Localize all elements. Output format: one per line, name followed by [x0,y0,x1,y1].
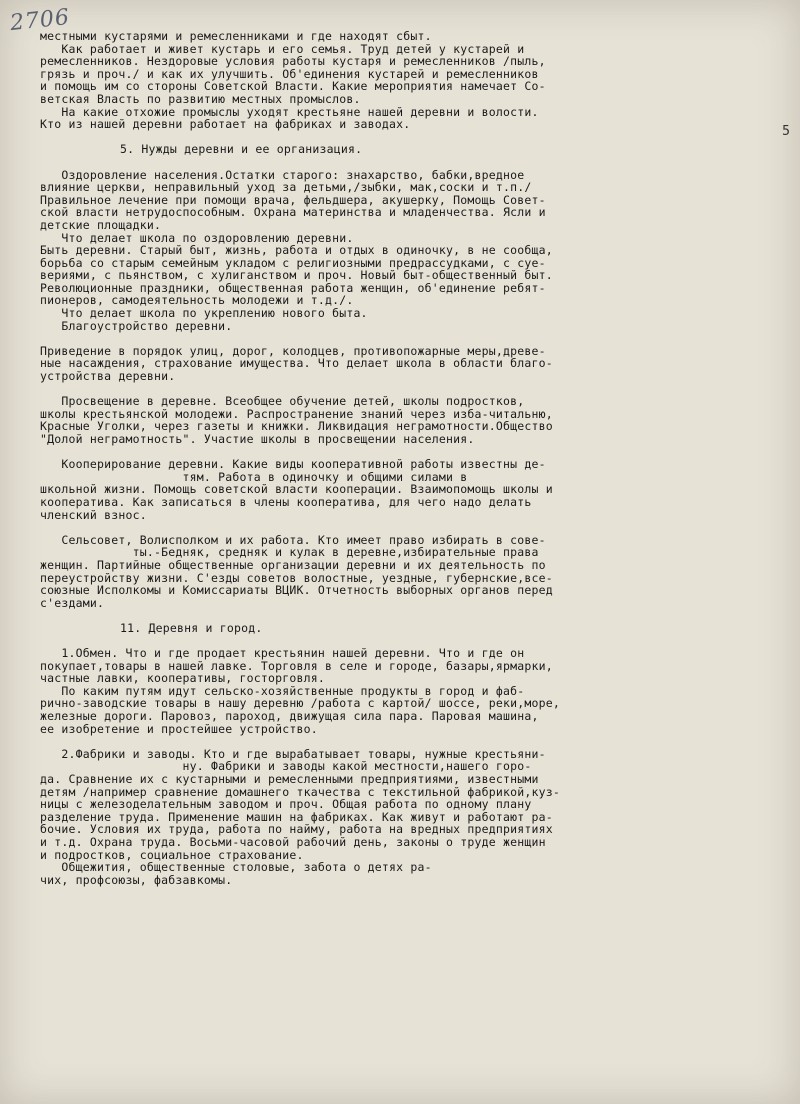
text-line: покупает,товары в нашей лавке. Торговля в селе и городе, базары,ярмарки, [40,658,553,673]
text-line: грязь и проч./ и как их улучшить. Об'единения кустарей и ремесленников [40,66,539,81]
text-line: ные насаждения, страхование имущества. Что делает школа в области благо- [40,356,553,371]
paragraph [40,395,770,445]
text-line: ее изобретение и простейшее устройство. [40,721,318,736]
margin-mark: 5 [782,124,790,139]
text-line: школьной жизни. Помощь советской власти кооперации. Взаимопомощь школы и [40,482,553,497]
paragraph [40,30,770,131]
text-line: По каким путям идут сельско-хозяйственные продукты в город и фаб- [40,683,525,698]
text-line: переустройству жизни. С'езды советов волостные, уездные, губернские,все- [40,570,553,585]
text-line: ремесленников. Нездоровые условия работы кустаря и ремесленников /пыль, [40,54,546,69]
text-line: борьба со старым семейным укладом с религиозными предрассудками, с суе- [40,255,546,270]
text-line: пионеров, самодеятельность молодежи и т.д./. [40,293,354,308]
text-line: бочие. Условия их труда, работа по найму, работа на вредных предприятиях [40,822,553,837]
text-line: Общежития, общественные столовые, забота о детях ра- [40,860,432,875]
text-line: членский взнос. [40,507,147,522]
text-line: Просвещение в деревне. Всеобщее обучение детей, школы подростков, [40,394,525,409]
text-line: вериями, с пьянством, с хулиганством и проч. Новый быт-общественный быт. [40,268,553,283]
heading-text: 11. Деревня и город. [120,620,263,635]
text-line: 2.Фабрики и заводы. Кто и где вырабатывает товары, нужные крестьяни- [40,746,546,761]
text-line: ветская Власть по развитию местных промыслов. [40,91,361,106]
text-line: Как работает и живет кустарь и его семья. Труд детей у кустарей и [40,41,525,56]
text-line: Сельсовет, Волисполком и их работа. Кто имеет право избирать в сове- [40,532,546,547]
text-line: влияние церкви, неправильный уход за детьми,/зыбки, мак,соски и т.п./ [40,180,532,195]
paragraph [40,458,770,521]
text-line: Что делает школа по оздоровлению деревни. [40,230,354,245]
text-line: Оздоровление населения.Остатки старого: знахарство, бабки,вредное [40,167,525,182]
text-line: женщин. Партийные общественные организации деревни и их деятельность по [40,557,546,572]
text-line: ну. Фабрики и заводы какой местности,нашего горо- [40,759,532,774]
text-line: железные дороги. Паровоз, пароход, движущая сила пара. Паровая машина, [40,709,539,724]
text-line: школы крестьянской молодежи. Распространение знаний через изба-читальню, [40,406,553,421]
text-line: 1.Обмен. Что и где продает крестьянин нашей деревни. Что и где он [40,646,525,661]
text-line: кооператива. Как записаться в члены кооператива, для чего надо делать [40,494,532,509]
paragraph [40,647,770,735]
text-line: частные лавки, кооперативы, госторговля. [40,671,325,686]
text-line: с'ездами. [40,595,105,610]
paragraph [40,748,770,887]
text-line: ты.-Бедняк, средняк и кулак в деревне,избирательные права [40,545,539,560]
paragraph [40,534,770,610]
typewritten-text [40,30,770,886]
text-line: Быть деревни. Старый быт, жизнь, работа и отдых в одиночку, в не сообща, [40,243,553,258]
text-line: Кооперирование деревни. Какие виды кооперативной работы известны де- [40,457,546,472]
text-line: "Долой неграмотность". Участие школы в просвещении населения. [40,432,475,446]
text-line: детям /например сравнение домашнего ткачества с текстильной фабрикой,куз- [40,784,561,799]
heading-text: 5. Нужды деревни и ее организация. [120,142,363,157]
text-line: рично-заводские товары в нашу деревню /работа с картой/ шоссе, реки,море, [40,696,561,711]
text-line: Приведение в порядок улиц, дорог, колодцев, противопожарные меры,древе- [40,343,546,358]
text-line: тям. Работа в одиночку и общими силами в [40,469,468,484]
text-line: разделение труда. Применение машин на фабриках. Как живут и работают ра- [40,809,553,824]
text-line: Что делает школа по укреплению нового быта. [40,306,368,321]
paragraph [40,345,770,383]
text-line: Правильное лечение при помощи врача, фельдшера, акушерку, Помощь Совет- [40,192,546,207]
text-line: Благоустройство деревни. [40,318,233,333]
text-line: и т.д. Охрана труда. Восьми-часовой рабочий день, законы о труде женщин [40,835,546,849]
archive-number: 2706 [8,4,72,37]
text-line: да. Сравнение их с кустарными и ремесленными предприятиями, известными [40,772,539,787]
text-line: ской власти нетрудоспособным. Охрана материнства и младенчества. Ясли и [40,205,546,220]
text-line: ницы с железоделательным заводом и проч. Общая работа по одному плану [40,797,532,812]
text-line: На какие отхожие промыслы уходят крестьяне нашей деревни и волости. [40,104,539,119]
text-line: и подростков, социальное страхование. [40,847,304,862]
section-heading [40,622,770,635]
text-line: устройства деревни. [40,369,176,384]
paragraph [40,169,770,333]
text-line: Кто из нашей деревни работает на фабриках и заводах. [40,117,411,132]
section-heading [40,143,770,156]
text-line: Красные Уголки, через газеты и книжки. Ликвидация неграмотности.Общество [40,419,553,434]
text-line: и помощь им со стороны Советской Власти. Какие мероприятия намечает Со- [40,79,546,94]
text-line: чих, профсоюзы, фабзавкомы. [40,872,233,887]
text-line: детские площадки. [40,217,162,232]
text-line: Революционные праздники, общественная работа женщин, об'единение ребят- [40,280,546,295]
text-line: местными кустарями и ремесленниками и где находят сбыт. [40,29,432,43]
text-line: союзные Исполкомы и Комиссариаты ВЦИК. Отчетность выборных органов перед [40,583,553,598]
